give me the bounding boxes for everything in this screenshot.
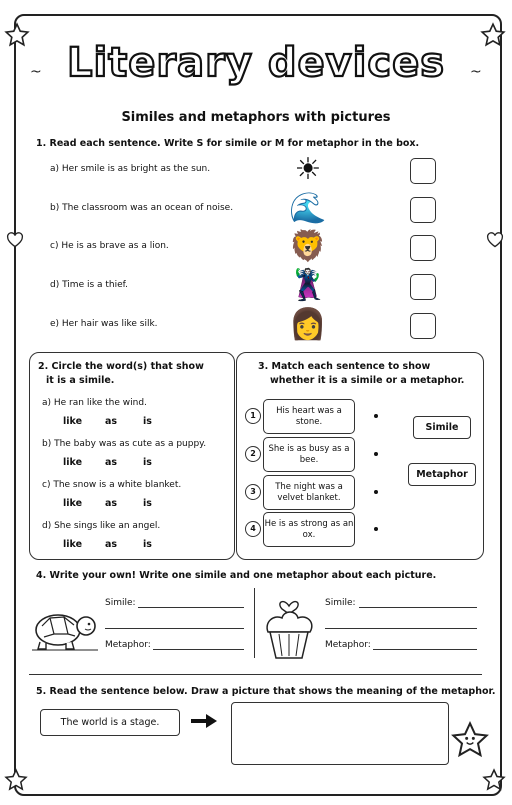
match-dot[interactable] xyxy=(374,452,378,456)
answer-box[interactable] xyxy=(410,197,436,223)
word-is[interactable]: is xyxy=(143,457,152,468)
q1-heading: 1. Read each sentence. Write S for simile or M for metaphor in the box. xyxy=(36,138,420,149)
match-dot[interactable] xyxy=(374,527,378,531)
thief-icon: 🦹 xyxy=(289,268,327,303)
page-title: Literary devices xyxy=(66,40,446,86)
word-as[interactable]: as xyxy=(105,498,118,509)
item-number: 1 xyxy=(245,408,261,424)
simile-answer-box[interactable]: Simile xyxy=(413,416,471,439)
simile-write-line[interactable] xyxy=(105,628,244,629)
q2-heading: 2. Circle the word(s) that show xyxy=(38,361,204,372)
star-icon xyxy=(482,768,506,792)
match-sentence: His heart was a stone. xyxy=(263,399,355,434)
simile-write-line[interactable] xyxy=(359,607,477,608)
smiling-star-icon xyxy=(450,720,490,760)
match-dot[interactable] xyxy=(374,490,378,494)
simile-write-line[interactable] xyxy=(325,628,477,629)
divider xyxy=(254,588,255,658)
section-divider xyxy=(29,674,482,675)
answer-box[interactable] xyxy=(410,158,436,184)
metaphor-label: Metaphor: xyxy=(105,640,151,650)
wave-icon: 🌊 xyxy=(289,191,327,226)
word-like[interactable]: like xyxy=(63,498,83,509)
answer-box[interactable] xyxy=(410,274,436,300)
item-number: 4 xyxy=(245,521,261,537)
item-number: 2 xyxy=(245,446,261,462)
answer-box[interactable] xyxy=(410,313,436,339)
q2-sentence: c) The snow is a white blanket. xyxy=(42,480,182,490)
heart-icon xyxy=(6,232,24,248)
star-icon xyxy=(4,768,28,792)
simile-label: Simile: xyxy=(105,598,136,608)
metaphor-write-line[interactable] xyxy=(373,649,477,650)
metaphor-label: Metaphor: xyxy=(325,640,371,650)
word-is[interactable]: is xyxy=(143,539,152,550)
drawing-box[interactable] xyxy=(231,702,449,765)
word-is[interactable]: is xyxy=(143,416,152,427)
turtle-icon xyxy=(28,604,100,652)
arrow-right-icon xyxy=(190,713,218,729)
metaphor-answer-box[interactable]: Metaphor xyxy=(408,463,476,486)
girl-icon: 👩 xyxy=(289,307,327,342)
heart-icon xyxy=(486,232,504,248)
match-sentence: The night was a velvet blanket. xyxy=(263,475,355,510)
word-as[interactable]: as xyxy=(105,457,118,468)
q2-sentence: b) The baby was as cute as a puppy. xyxy=(42,439,207,449)
item-number: 3 xyxy=(245,484,261,500)
word-as[interactable]: as xyxy=(105,416,118,427)
swirl-icon: ~ xyxy=(30,64,42,80)
simile-write-line[interactable] xyxy=(138,607,244,608)
sun-icon: ☀ xyxy=(294,152,322,187)
q1-sentence: b) The classroom was an ocean of noise. xyxy=(50,203,234,213)
q1-sentence: d) Time is a thief. xyxy=(50,280,129,290)
word-like[interactable]: like xyxy=(63,416,83,427)
q4-heading: 4. Write your own! Write one simile and one metaphor about each picture. xyxy=(36,570,437,581)
match-sentence: He is as strong as an ox. xyxy=(263,512,355,547)
q5-heading: 5. Read the sentence below. Draw a picture that shows the meaning of the metaphor. xyxy=(36,686,496,697)
answer-box[interactable] xyxy=(410,235,436,261)
word-like[interactable]: like xyxy=(63,457,83,468)
q3-heading: whether it is a simile or a metaphor. xyxy=(270,375,465,386)
q1-sentence: a) Her smile is as bright as the sun. xyxy=(50,164,211,174)
cupcake-icon xyxy=(260,592,318,662)
lion-icon: 🦁 xyxy=(289,229,327,264)
metaphor-sentence-box: The world is a stage. xyxy=(40,709,180,736)
metaphor-write-line[interactable] xyxy=(153,649,244,650)
match-sentence: She is as busy as a bee. xyxy=(263,437,355,472)
q2-heading: it is a simile. xyxy=(46,375,115,386)
word-as[interactable]: as xyxy=(105,539,118,550)
q3-heading: 3. Match each sentence to show xyxy=(258,361,431,372)
q2-sentence: d) She sings like an angel. xyxy=(42,521,161,531)
q1-sentence: e) Her hair was like silk. xyxy=(50,319,158,329)
q1-sentence: c) He is as brave as a lion. xyxy=(50,241,169,251)
q2-sentence: a) He ran like the wind. xyxy=(42,398,147,408)
match-dot[interactable] xyxy=(374,414,378,418)
word-like[interactable]: like xyxy=(63,539,83,550)
swirl-icon: ~ xyxy=(470,64,482,80)
page-subtitle: Similes and metaphors with pictures xyxy=(121,110,391,125)
simile-label: Simile: xyxy=(325,598,356,608)
word-is[interactable]: is xyxy=(143,498,152,509)
